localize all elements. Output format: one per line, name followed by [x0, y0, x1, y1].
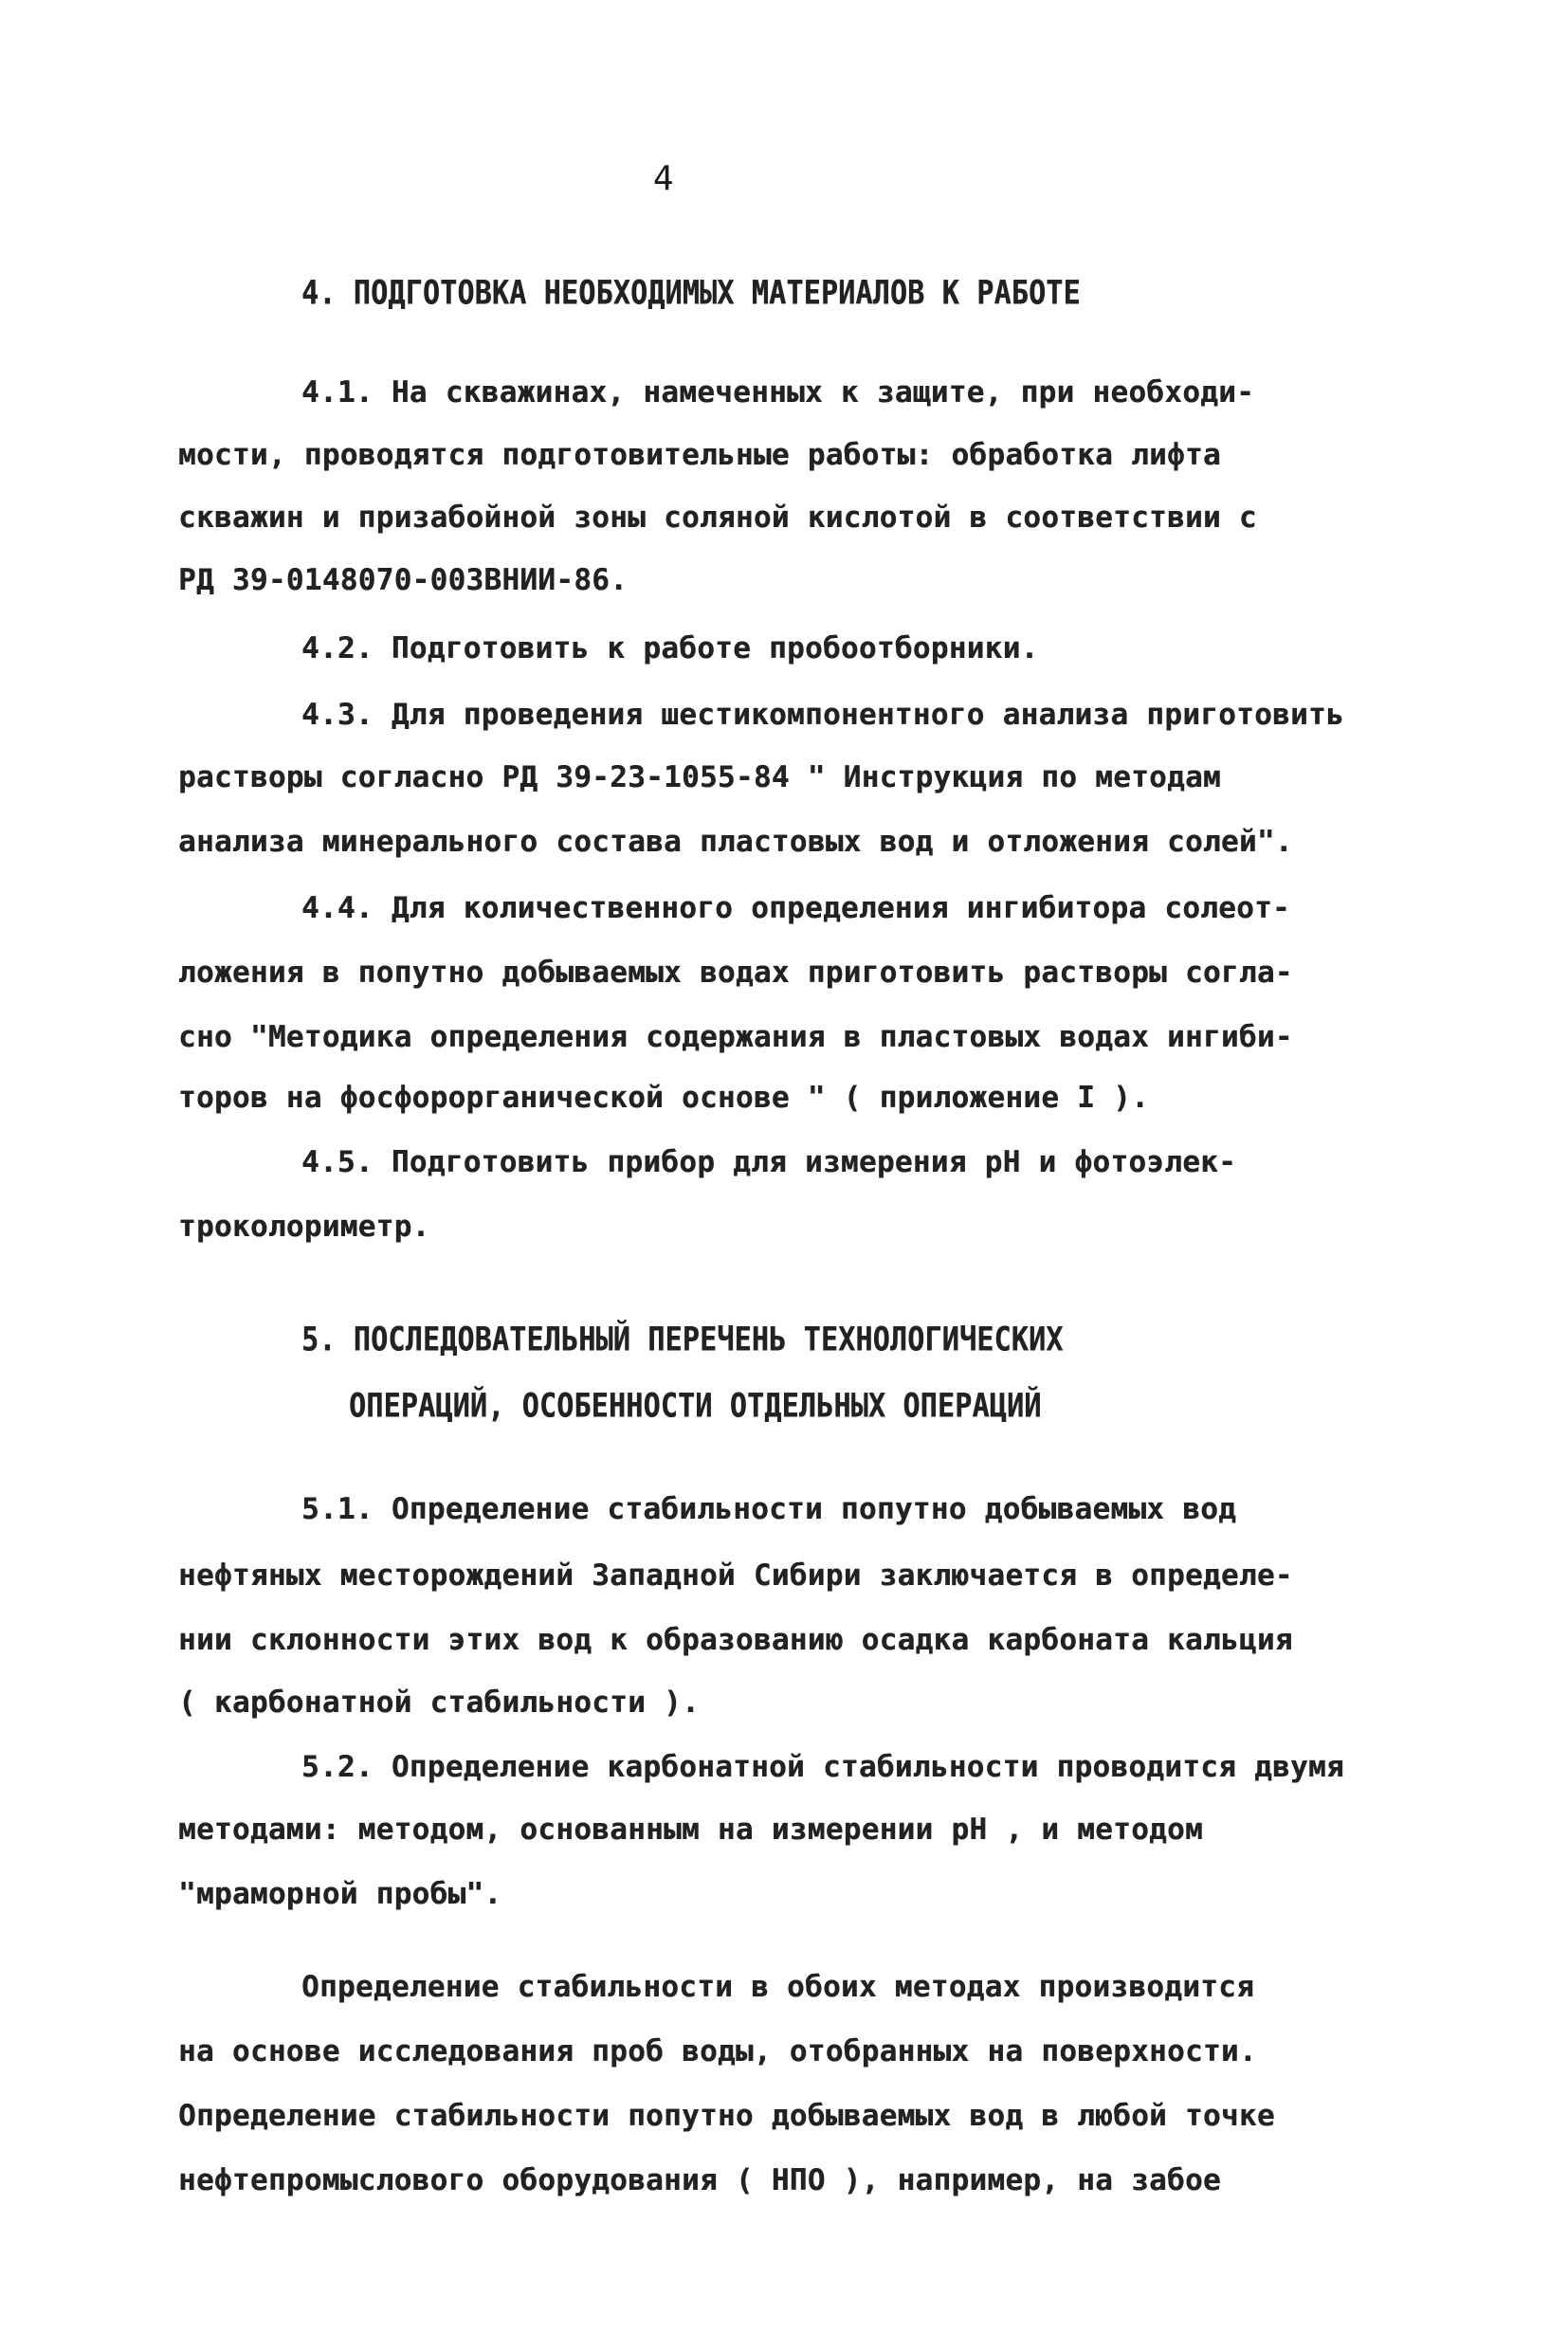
paragraph-line: 4.3. Для проведения шестикомпонентного анализа приготовить [301, 698, 1344, 732]
paragraph-line: троколориметр. [178, 1210, 430, 1244]
paragraph-line: растворы согласно РД 39-23-1055-84 " Инструкция по методам [178, 760, 1221, 794]
paragraph-line: 5.2. Определение карбонатной стабильности проводится двумя [301, 1750, 1344, 1784]
paragraph-line: нефтяных месторождений Западной Сибири заключается в определе- [178, 1558, 1293, 1593]
paragraph-line: нефтепромыслового оборудования ( НПО ), например, на забое [178, 2163, 1221, 2197]
section-5-heading-line1: 5. ПОСЛЕДОВАТЕЛЬНЫЙ ПЕРЕЧЕНЬ ТЕХНОЛОГИЧЕСКИХ [301, 1321, 1064, 1359]
paragraph-line: анализа минерального состава пластовых вод и отложения солей". [178, 825, 1293, 859]
paragraph-line: 4.1. На скважинах, намеченных к защите, при необходи- [301, 375, 1255, 410]
paragraph-line: РД 39-0148070-003ВНИИ-86. [178, 563, 629, 597]
paragraph-line: скважин и призабойной зоны соляной кислотой в соответствии с [178, 501, 1257, 535]
paragraph-line: сно "Методика определения содержания в пластовых водах ингиби- [178, 1020, 1293, 1054]
paragraph-line: торов на фосфорорганической основе " ( приложение I ). [178, 1081, 1150, 1115]
paragraph-line: 4.4. Для количественного определения ингибитора солеот- [301, 891, 1290, 925]
paragraph-line: нии склонности этих вод к образованию осадка карбоната кальция [178, 1623, 1293, 1657]
paragraph-line: Определение стабильности попутно добываемых вод в любой точке [178, 2099, 1275, 2133]
paragraph-line: 5.1. Определение стабильности попутно добываемых вод [301, 1492, 1237, 1526]
paragraph-line: ( карбонатной стабильности ). [178, 1686, 700, 1720]
section-4-heading: 4. ПОДГОТОВКА НЕОБХОДИМЫХ МАТЕРИАЛОВ К РАБОТЕ [301, 274, 1081, 313]
paragraph-line: на основе исследования проб воды, отобранных на поверхности. [178, 2034, 1257, 2069]
paragraph-line: 4.2. Подготовить к работе пробоотборники. [301, 631, 1039, 665]
page-number: 4 [652, 159, 675, 198]
paragraph-line: ложения в попутно добываемых водах приготовить растворы согла- [178, 956, 1293, 990]
paragraph-line: мости, проводятся подготовительные работы: обработка лифта [178, 438, 1221, 472]
paragraph-line: "мраморной пробы". [178, 1877, 502, 1911]
paragraph-line: Определение стабильности в обоих методах производится [301, 1970, 1255, 2004]
paragraph-line: методами: методом, основанным на измерении pH , и методом [178, 1813, 1203, 1847]
section-5-heading-line2: ОПЕРАЦИЙ, ОСОБЕННОСТИ ОТДЕЛЬНЫХ ОПЕРАЦИЙ [349, 1387, 1042, 1426]
paragraph-line: 4.5. Подготовить прибор для измерения pH и фотоэлек- [301, 1145, 1237, 1179]
